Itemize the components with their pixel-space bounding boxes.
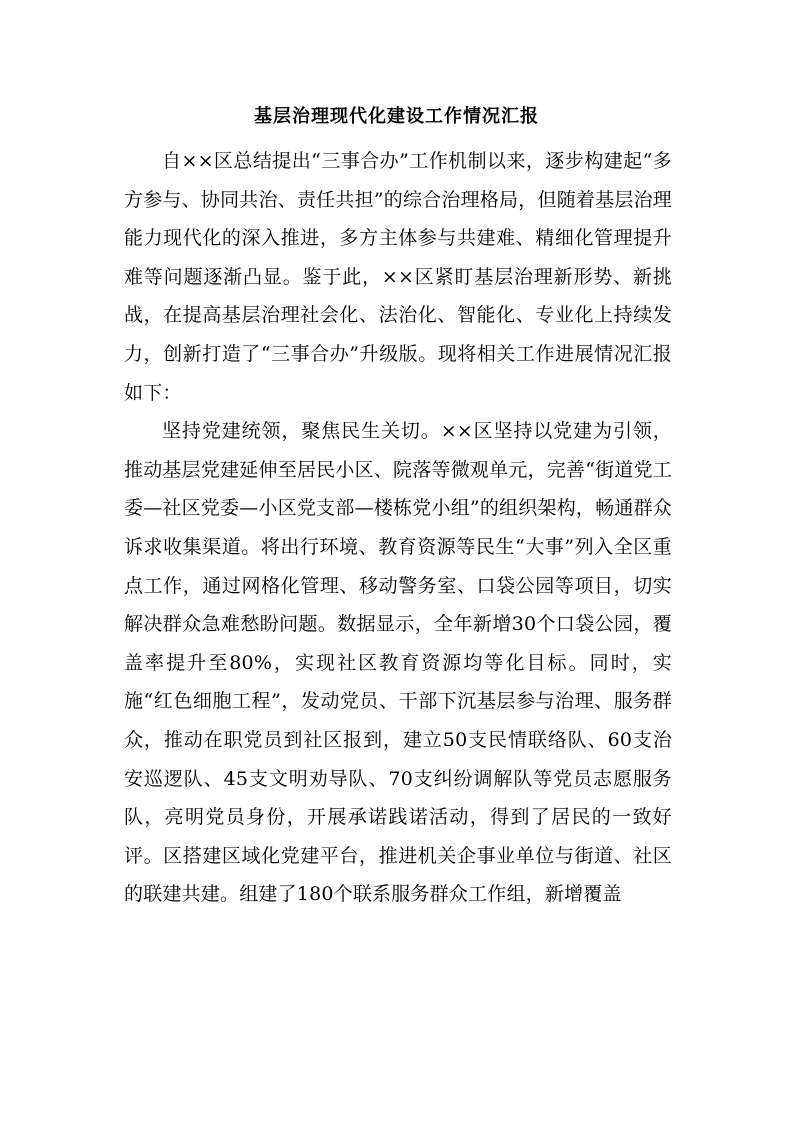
document-title: 基层治理现代化建设工作情况汇报 [254,106,539,127]
document-body [124,142,672,914]
paragraph-party-building: 坚持党建统领，聚焦民生关切。××区坚持以党建为引领，推动基层党建延伸至居民小区、院落等微观单元，完善“街道党工委—社区党委—小区党支部—楼栋党小组”的组织架构，畅通群众诉求收集渠道。将出行环境、教育资源等民生“大事”列入全区重点工作，通过网格化管理、移动警务室、口袋公园等项目，切实解决群众急难愁盼问题。数据显示，全年新增30个口袋公园，覆盖率提升至80%，实现社区教育资源均等化目标。同时，实施“红色细胞工程”，发动党员、干部下沉基层参与治理、服务群众，推动在职党员到社区报到，建立50支民情联络队、60支治安巡逻队、45支文明劝导队、70支纠纷调解队等党员志愿服务队，亮明党员身份，开展承诺践诺活动，得到了居民的一致好评。区搭建区域化党建平台，推进机关企事业单位与街道、社区的联建共建。组建了180个联系服务群众工作组，新增覆盖 [124,420,672,906]
paragraph-intro: 自××区总结提出“三事合办”工作机制以来，逐步构建起“多方参与、协同共治、责任共担”的综合治理格局，但随着基层治理能力现代化的深入推进，多方主体参与共建难、精细化管理提升难等问题逐渐凸显。鉴于此，××区紧盯基层治理新形势、新挑战，在提高基层治理社会化、法治化、智能化、专业化上持续发力，创新打造了“三事合办”升级版。现将相关工作进展情况汇报如下： [124,150,672,404]
